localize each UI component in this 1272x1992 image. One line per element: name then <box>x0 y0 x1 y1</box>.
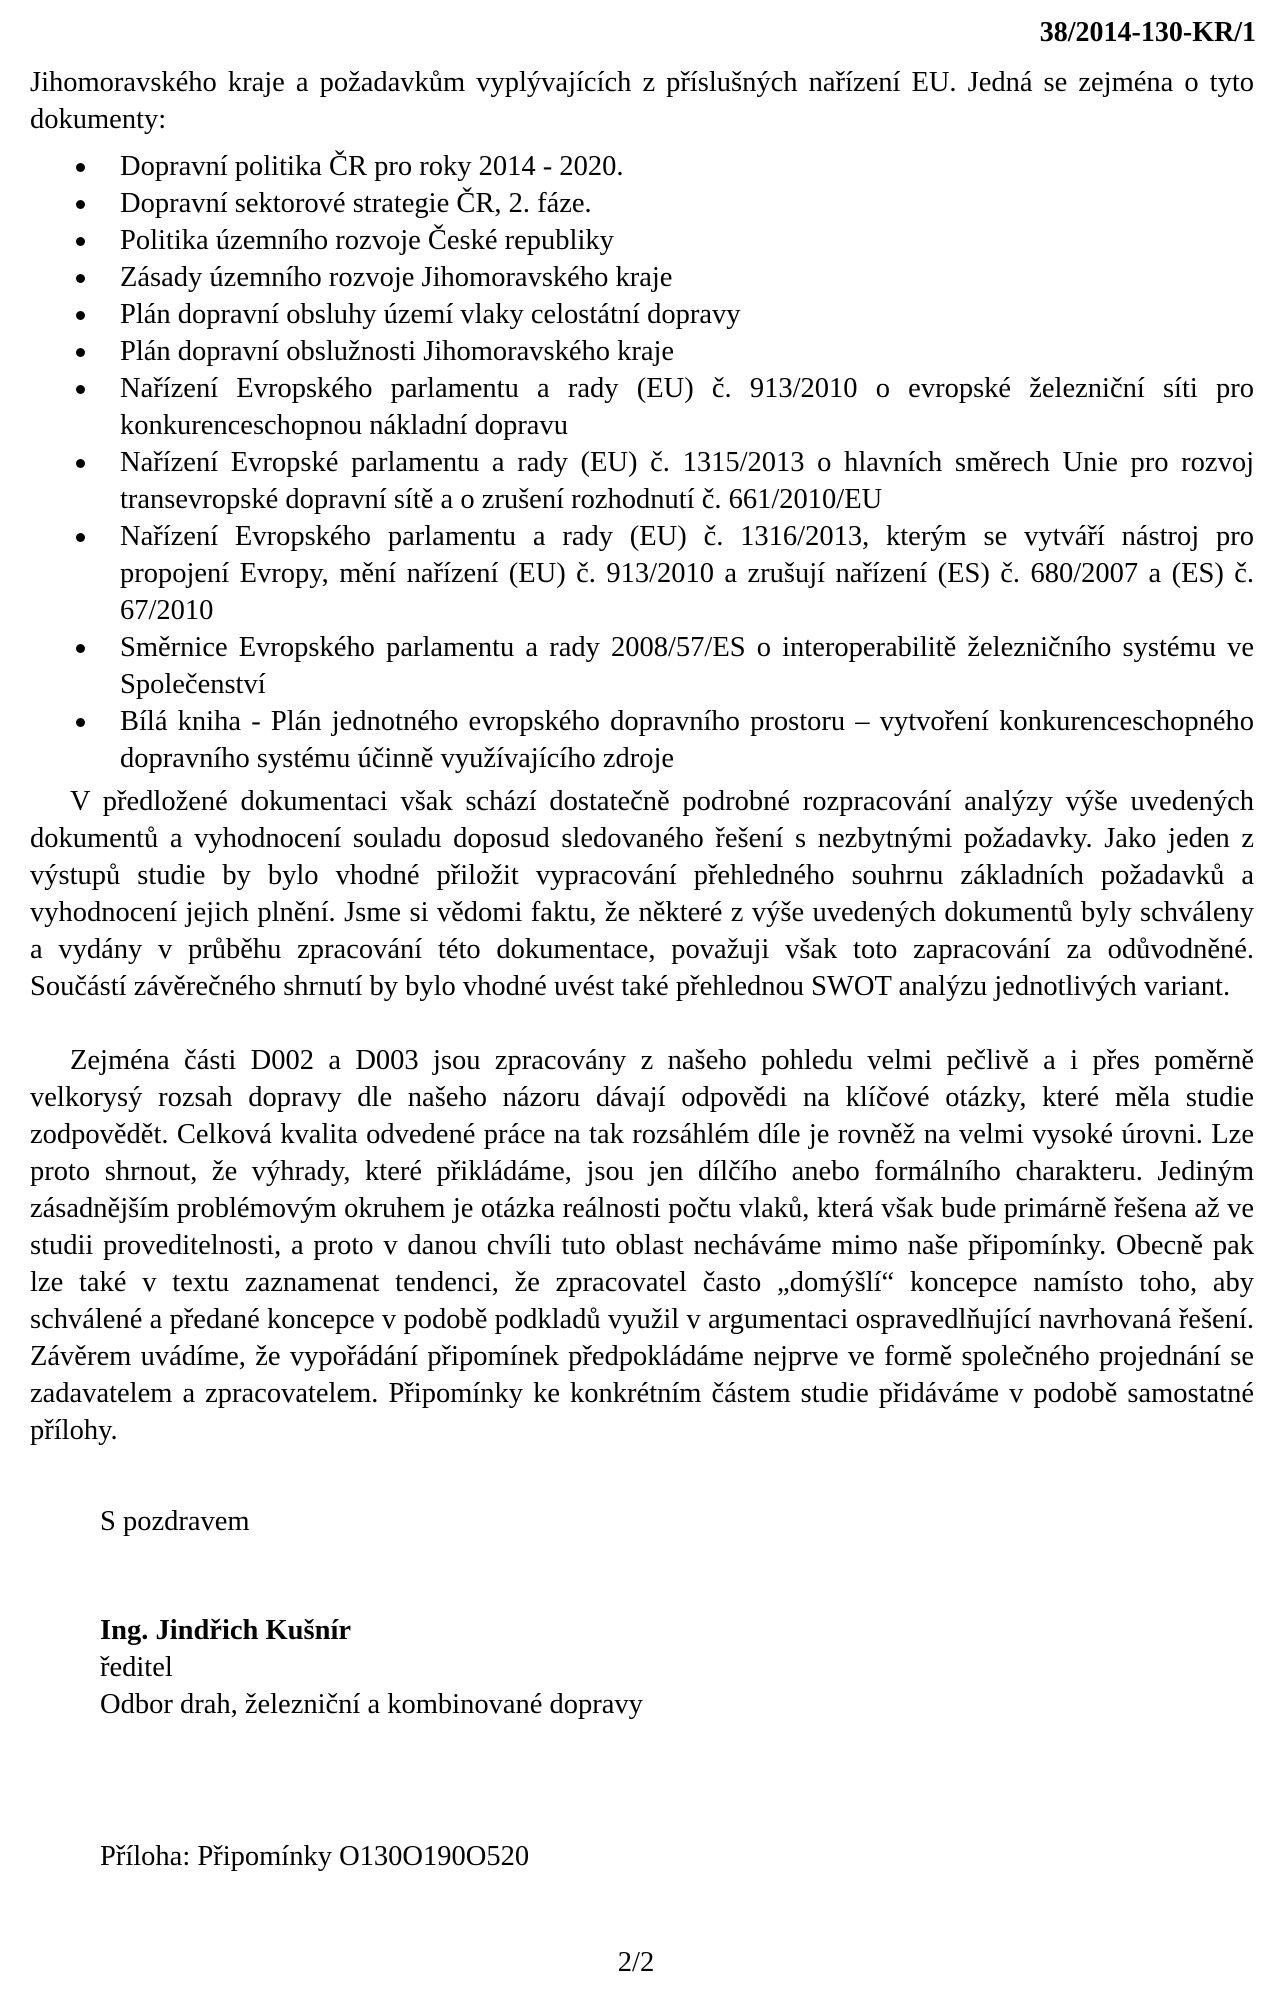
bullet-icon <box>76 718 85 727</box>
list-item: Nařízení Evropské parlamentu a rady (EU) č. 1315/2013 o hlavních směrech Unie pro rozvoj transevropské dopravní sítě a o zrušení rozhodnutí č. 661/2010/EU <box>30 444 1254 518</box>
bullet-icon <box>76 459 85 468</box>
document-reference: 38/2014-130-KR/1 <box>1039 17 1256 48</box>
bullet-icon <box>76 533 85 542</box>
signatory-department: Odbor drah, železniční a kombinované dopravy <box>100 1689 643 1720</box>
list-item: Plán dopravní obslužnosti Jihomoravského kraje <box>30 333 1254 370</box>
list-item: Plán dopravní obsluhy území vlaky celostátní dopravy <box>30 296 1254 333</box>
bullet-icon <box>76 163 85 172</box>
list-item: Bílá kniha - Plán jednotného evropského dopravního prostoru – vytvoření konkurenceschopného dopravního systému účinně využívajícího zdroje <box>30 703 1254 777</box>
list-item: Dopravní politika ČR pro roky 2014 - 2020. <box>30 148 1254 185</box>
letter-body <box>30 64 1254 1875</box>
bullet-icon <box>76 348 85 357</box>
list-item: Politika územního rozvoje České republiky <box>30 222 1254 259</box>
intro-paragraph: Jihomoravského kraje a požadavkům vyplývajících z příslušných nařízení EU. Jedná se zejména o tyto dokumenty: <box>30 67 1254 135</box>
list-item: Zásady územního rozvoje Jihomoravského kraje <box>30 259 1254 296</box>
bullet-icon <box>76 200 85 209</box>
closing-greeting: S pozdravem <box>100 1506 250 1537</box>
bullet-icon <box>76 237 85 246</box>
document-list <box>30 148 1254 777</box>
page-number: 2/2 <box>617 1947 655 1978</box>
bullet-icon <box>76 385 85 394</box>
list-item: Dopravní sektorové strategie ČR, 2. fáze. <box>30 185 1254 222</box>
signatory-name: Ing. Jindřich Kušnír <box>100 1615 352 1646</box>
attachment-note: Příloha: Připomínky O130O190O520 <box>100 1841 530 1872</box>
list-item: Směrnice Evropského parlamentu a rady 2008/57/ES o interoperabilitě železničního systému ve Společenství <box>30 629 1254 703</box>
bullet-icon <box>76 311 85 320</box>
evaluation-paragraph: Zejména části D002 a D003 jsou zpracovány z našeho pohledu velmi pečlivě a i přes poměrně velkorysý rozsah dopravy dle našeho názoru dávají odpovědi na klíčové otázky, které měla studie zodpovědět. Celková kvalita odvedené práce na tak rozsáhlém díle je rovněž na velmi vysoké úrovni. Lze proto shrnout, že výhrady, které přikládáme, jsou jen dílčího anebo formálního charakteru. Jediným zásadnějším problémovým okruhem je otázka reálnosti počtu vlaků, která však bude primárně řešena až ve studii proveditelnosti, a proto v danou chvíli tuto oblast necháváme mimo naše připomínky. Obecně pak lze také v textu zaznamenat tendenci, že zpracovatel často „domýšlí“ koncepce namísto toho, aby schválené a předané koncepce v podobě podkladů využil v argumentaci ospravedlňující navrhovaná řešení. Závěrem uvádíme, že vypořádání připomínek předpokládáme nejprve ve formě společného projednání se zadavatelem a zpracovatelem. Připomínky ke konkrétním částem studie přidáváme v podobě samostatné přílohy. <box>30 1045 1254 1446</box>
signatory-title: ředitel <box>100 1652 173 1683</box>
list-item: Nařízení Evropského parlamentu a rady (EU) č. 913/2010 o evropské železniční síti pro konkurenceschopnou nákladní dopravu <box>30 370 1254 444</box>
analysis-paragraph: V předložené dokumentaci však schází dostatečně podrobné rozpracování analýzy výše uvedených dokumentů a vyhodnocení souladu doposud sledovaného řešení s nezbytnými požadavky. Jako jeden z výstupů studie by bylo vhodné přiložit vypracování přehledného souhrnu základních požadavků a vyhodnocení jejich plnění. Jsme si vědomi faktu, že některé z výše uvedených dokumentů byly schváleny a vydány v průběhu zpracování této dokumentace, považuji však toto zapracování za odůvodněné. Součástí závěrečného shrnutí by bylo vhodné uvést také přehlednou SWOT analýzu jednotlivých variant. <box>30 786 1254 1002</box>
signature-block <box>30 1612 1254 1723</box>
list-item: Nařízení Evropského parlamentu a rady (EU) č. 1316/2013, kterým se vytváří nástroj pro propojení Evropy, mění nařízení (EU) č. 913/2010 a zrušují nařízení (ES) č. 680/2007 a (ES) č. 67/2010 <box>30 518 1254 629</box>
bullet-icon <box>76 274 85 283</box>
bullet-icon <box>76 644 85 653</box>
